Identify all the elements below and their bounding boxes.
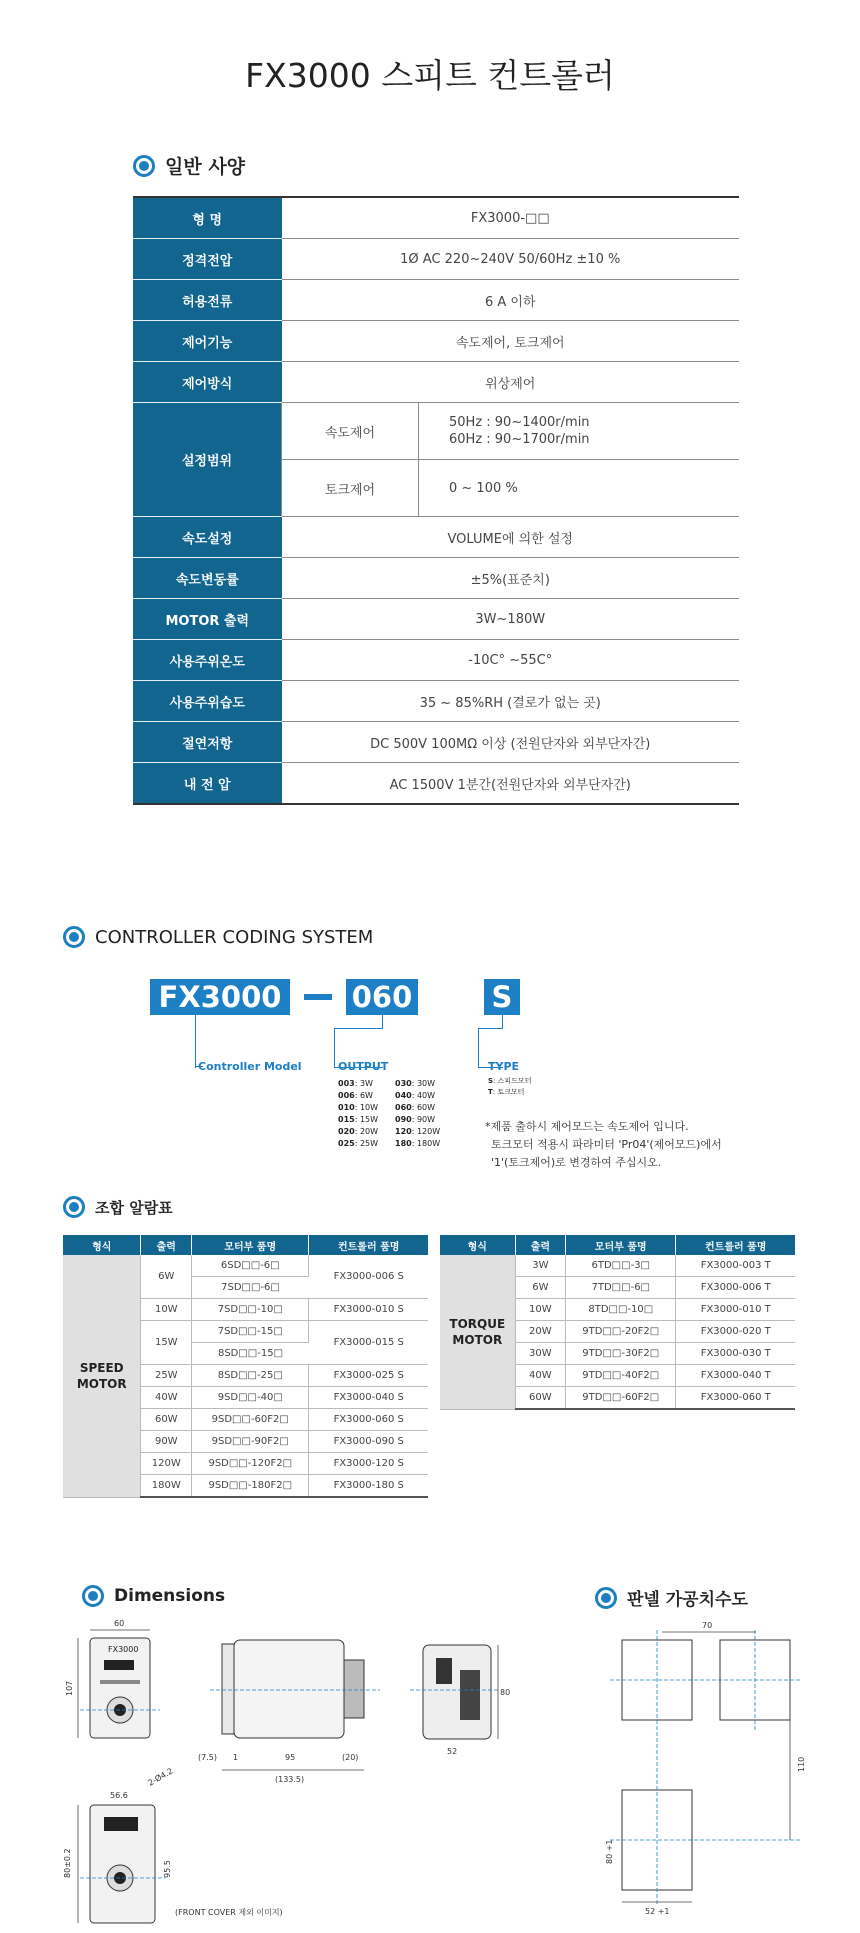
ctrl-cell: FX3000-120 S — [309, 1453, 428, 1475]
front-model-text: FX3000 — [108, 1645, 139, 1654]
out-cell: 90W — [141, 1431, 192, 1453]
combo-header: 출력 — [515, 1235, 565, 1255]
panel-dim-70: 70 — [702, 1621, 713, 1630]
spec-value: 속도제어, 토크제어 — [282, 321, 740, 362]
back-view-drawing — [410, 1645, 510, 1756]
output-code-row: 006: 6W — [338, 1091, 373, 1100]
spec-label: 정격전압 — [133, 239, 282, 280]
dimensions-section-header — [82, 1585, 225, 1607]
speed-control-value — [419, 403, 740, 460]
ctrl-cell: FX3000-010 S — [309, 1299, 428, 1321]
ctrl-cell: FX3000-060 S — [309, 1409, 428, 1431]
front-nocover-drawing — [63, 1766, 283, 1923]
panel-section-header — [595, 1585, 748, 1610]
dim-60: 60 — [114, 1619, 125, 1628]
speed-group-cell: SPEED MOTOR — [63, 1255, 141, 1497]
target-icon — [82, 1585, 104, 1607]
spec-value: AC 1500V 1분간(전원단자와 외부단자간) — [282, 763, 740, 805]
motor-cell: 9SD□□-40□ — [192, 1387, 309, 1409]
motor-cell: 8SD□□-25□ — [192, 1365, 309, 1387]
spec-label: 사용주위온도 — [133, 640, 282, 681]
motor-cell: 9TD□□-40F2□ — [566, 1365, 676, 1387]
dimensions-section-title: Dimensions — [114, 1586, 226, 1606]
spec-label: 속도변동률 — [133, 558, 282, 599]
code-model-box: FX3000 — [150, 979, 290, 1015]
type-code-row: S: 스피드모터 — [488, 1077, 532, 1085]
output-code-row: 003: 3W — [338, 1079, 373, 1088]
ctrl-cell: FX3000-040 T — [676, 1365, 795, 1387]
controller-model-label: Controller Model — [198, 1060, 302, 1073]
side-view-drawing — [198, 1640, 380, 1784]
spec-row — [133, 722, 739, 763]
spec-value: -10C° ~55C° — [282, 640, 740, 681]
type-code-row: T: 토크모터 — [488, 1088, 525, 1096]
dim-80-02: 80±0.2 — [63, 1848, 72, 1878]
out-cell: 40W — [141, 1387, 192, 1409]
spec-value: VOLUME에 의한 설정 — [282, 517, 740, 558]
dim-133: (133.5) — [275, 1775, 305, 1784]
panel-dim-80: 80 +1 — [605, 1839, 614, 1864]
spec-label: 절연저항 — [133, 722, 282, 763]
spec-row — [133, 362, 739, 403]
ctrl-cell: FX3000-010 T — [676, 1299, 795, 1321]
panel-section-title: 판넬 가공치수도 — [627, 1590, 748, 1610]
panel-cutout-drawing — [605, 1621, 806, 1916]
ctrl-cell: FX3000-030 T — [676, 1343, 795, 1365]
combo-header: 컨트롤러 품명 — [676, 1235, 795, 1255]
spec-value: FX3000-□□ — [282, 197, 740, 239]
output-code-row: 020: 20W — [338, 1127, 379, 1136]
out-cell: 40W — [515, 1365, 565, 1387]
combo-header: 형식 — [63, 1235, 141, 1255]
spec-section-header — [133, 152, 245, 179]
ctrl-cell: FX3000-006 S — [309, 1255, 428, 1299]
motor-cell: 6SD□□-6□ — [192, 1255, 309, 1277]
output-bracket-link — [382, 1015, 383, 1028]
out-cell: 25W — [141, 1365, 192, 1387]
note-line: *제품 출하시 제어모드는 속도제어 입니다. — [485, 1120, 689, 1133]
ctrl-cell: FX3000-060 T — [676, 1387, 795, 1410]
motor-cell: 6TD□□-3□ — [566, 1255, 676, 1277]
out-cell: 60W — [141, 1409, 192, 1431]
type-bracket-link — [502, 1015, 503, 1028]
motor-cell: 7SD□□-15□ — [192, 1321, 309, 1343]
dim-95: 95 — [285, 1753, 296, 1762]
spec-row — [133, 280, 739, 321]
coding-section-title: CONTROLLER CODING SYSTEM — [95, 926, 374, 948]
ctrl-cell: FX3000-180 S — [309, 1475, 428, 1498]
ctrl-cell: FX3000-015 S — [309, 1321, 428, 1365]
output-codes-col1 — [338, 1078, 378, 1150]
motor-cell: 9SD□□-120F2□ — [192, 1453, 309, 1475]
spec-label: 설정범위 — [133, 403, 282, 517]
output-code-row: 040: 40W — [395, 1091, 436, 1100]
spec-row — [133, 321, 739, 362]
spec-label: 제어방식 — [133, 362, 282, 403]
out-cell: 30W — [515, 1343, 565, 1365]
table-row — [63, 1255, 428, 1277]
combo-header-row — [63, 1235, 428, 1255]
code-type-box: S — [484, 979, 520, 1015]
combo-header: 형식 — [440, 1235, 515, 1255]
type-label: TYPE — [488, 1060, 520, 1073]
motor-cell: 7SD□□-10□ — [192, 1299, 309, 1321]
spec-row — [133, 403, 739, 460]
motor-cell: 9TD□□-60F2□ — [566, 1387, 676, 1410]
spec-label: MOTOR 출력 — [133, 599, 282, 640]
dim-52: 52 — [447, 1747, 458, 1756]
note-line: 토크모터 적용시 파라미터 'Pr04'(제어모드)에서 — [491, 1138, 722, 1151]
spec-row — [133, 197, 739, 239]
ctrl-cell: FX3000-006 T — [676, 1277, 795, 1299]
motor-cell: 9TD□□-20F2□ — [566, 1321, 676, 1343]
target-icon — [595, 1587, 617, 1609]
speed-combo-table — [63, 1235, 428, 1498]
spec-row — [133, 558, 739, 599]
spec-value: 위상제어 — [282, 362, 740, 403]
spec-label: 내 전 압 — [133, 763, 282, 805]
output-code-row: 090: 90W — [395, 1115, 436, 1124]
motor-cell: 8SD□□-15□ — [192, 1343, 309, 1365]
table-row — [440, 1255, 795, 1277]
spec-table — [133, 196, 739, 805]
out-cell: 6W — [141, 1255, 192, 1299]
code-output-box: 060 — [346, 979, 418, 1015]
spec-label: 속도설정 — [133, 517, 282, 558]
spec-value: 6 A 이하 — [282, 280, 740, 321]
combo-section-title: 조합 알람표 — [95, 1198, 173, 1217]
page-title: FX3000 스피트 컨트롤러 — [245, 56, 615, 95]
panel-dim-52: 52 +1 — [645, 1907, 670, 1916]
dim-56-6: 56.6 — [110, 1791, 128, 1800]
spec-row — [133, 681, 739, 722]
output-code-row: 025: 25W — [338, 1139, 379, 1148]
note-line: '1'(토크제어)로 변경하여 주십시오. — [491, 1156, 662, 1169]
code-dash — [304, 994, 332, 1000]
combo-header: 출력 — [141, 1235, 192, 1255]
output-label: OUTPUT — [338, 1060, 389, 1073]
front-view-drawing — [65, 1619, 160, 1738]
output-code-row: 180: 180W — [395, 1139, 441, 1148]
spec-label: 사용주위습도 — [133, 681, 282, 722]
out-cell: 6W — [515, 1277, 565, 1299]
speed-control-label: 속도제어 — [282, 403, 419, 460]
spec-value: 1Ø AC 220~240V 50/60Hz ±10 % — [282, 239, 740, 280]
torque-control-label: 토크제어 — [282, 460, 419, 517]
out-cell: 10W — [141, 1299, 192, 1321]
output-code-row: 120: 120W — [395, 1127, 441, 1136]
combo-header: 컨트롤러 품명 — [309, 1235, 428, 1255]
coding-note — [485, 1118, 722, 1172]
spec-value: 35 ~ 85%RH (결로가 없는 곳) — [282, 681, 740, 722]
dimension-drawings — [0, 1610, 860, 1933]
motor-cell: 9SD□□-90F2□ — [192, 1431, 309, 1453]
spec-row — [133, 640, 739, 681]
dim-7-5: (7.5) — [198, 1753, 217, 1762]
spec-row — [133, 239, 739, 280]
combo-header: 모터부 품명 — [192, 1235, 309, 1255]
coding-section-header — [63, 926, 373, 948]
dim-2-hole: 2-Ø4.2 — [146, 1766, 175, 1788]
motor-cell: 7TD□□-6□ — [566, 1277, 676, 1299]
spec-row — [133, 517, 739, 558]
speed-line-50hz: 50Hz : 90~1400r/min — [449, 415, 590, 430]
out-cell: 180W — [141, 1475, 192, 1498]
output-code-row: 030: 30W — [395, 1079, 436, 1088]
out-cell: 3W — [515, 1255, 565, 1277]
dim-1: 1 — [233, 1753, 239, 1762]
spec-label: 허용전류 — [133, 280, 282, 321]
spec-value: 3W~180W — [282, 599, 740, 640]
out-cell: 20W — [515, 1321, 565, 1343]
spec-value: DC 500V 100MΩ 이상 (전원단자와 외부단자간) — [282, 722, 740, 763]
dim-107: 107 — [65, 1680, 74, 1696]
motor-cell: 9TD□□-30F2□ — [566, 1343, 676, 1365]
combo-section-header — [63, 1196, 173, 1218]
dim-95-5: 95.5 — [163, 1860, 172, 1878]
spec-value: ±5%(표준치) — [282, 558, 740, 599]
out-cell: 120W — [141, 1453, 192, 1475]
output-code-row: 015: 15W — [338, 1115, 379, 1124]
out-cell: 60W — [515, 1387, 565, 1410]
target-icon — [63, 926, 85, 948]
torque-control-value: 0 ~ 100 % — [419, 460, 740, 517]
motor-cell: 7SD□□-6□ — [192, 1277, 309, 1299]
ctrl-cell: FX3000-003 T — [676, 1255, 795, 1277]
panel-dim-110: 110 — [797, 1756, 806, 1772]
out-cell: 15W — [141, 1321, 192, 1365]
speed-line-60hz: 60Hz : 90~1700r/min — [449, 432, 590, 447]
output-code-row: 010: 10W — [338, 1103, 379, 1112]
ctrl-cell: FX3000-025 S — [309, 1365, 428, 1387]
model-bracket — [195, 1015, 196, 1068]
combo-header-row — [440, 1235, 795, 1255]
type-codes — [488, 1076, 531, 1098]
torque-combo-table — [440, 1235, 795, 1410]
target-icon — [133, 155, 155, 177]
ctrl-cell: FX3000-040 S — [309, 1387, 428, 1409]
torque-group-cell: TORQUE MOTOR — [440, 1255, 515, 1409]
dim-80: 80 — [500, 1688, 511, 1697]
motor-cell: 9SD□□-60F2□ — [192, 1409, 309, 1431]
dim-20: (20) — [342, 1753, 359, 1762]
target-icon — [63, 1196, 85, 1218]
spec-row — [133, 763, 739, 805]
ctrl-cell: FX3000-020 T — [676, 1321, 795, 1343]
output-codes-col2 — [395, 1078, 440, 1150]
ctrl-cell: FX3000-090 S — [309, 1431, 428, 1453]
output-code-row: 060: 60W — [395, 1103, 436, 1112]
spec-label: 형 명 — [133, 197, 282, 239]
spec-label: 제어기능 — [133, 321, 282, 362]
out-cell: 10W — [515, 1299, 565, 1321]
spec-section-title: 일반 사양 — [165, 156, 246, 178]
motor-cell: 9SD□□-180F2□ — [192, 1475, 309, 1498]
spec-row — [133, 599, 739, 640]
front-cover-note: (FRONT COVER 제외 이미지) — [175, 1908, 283, 1917]
motor-cell: 8TD□□-10□ — [566, 1299, 676, 1321]
combo-header: 모터부 품명 — [566, 1235, 676, 1255]
